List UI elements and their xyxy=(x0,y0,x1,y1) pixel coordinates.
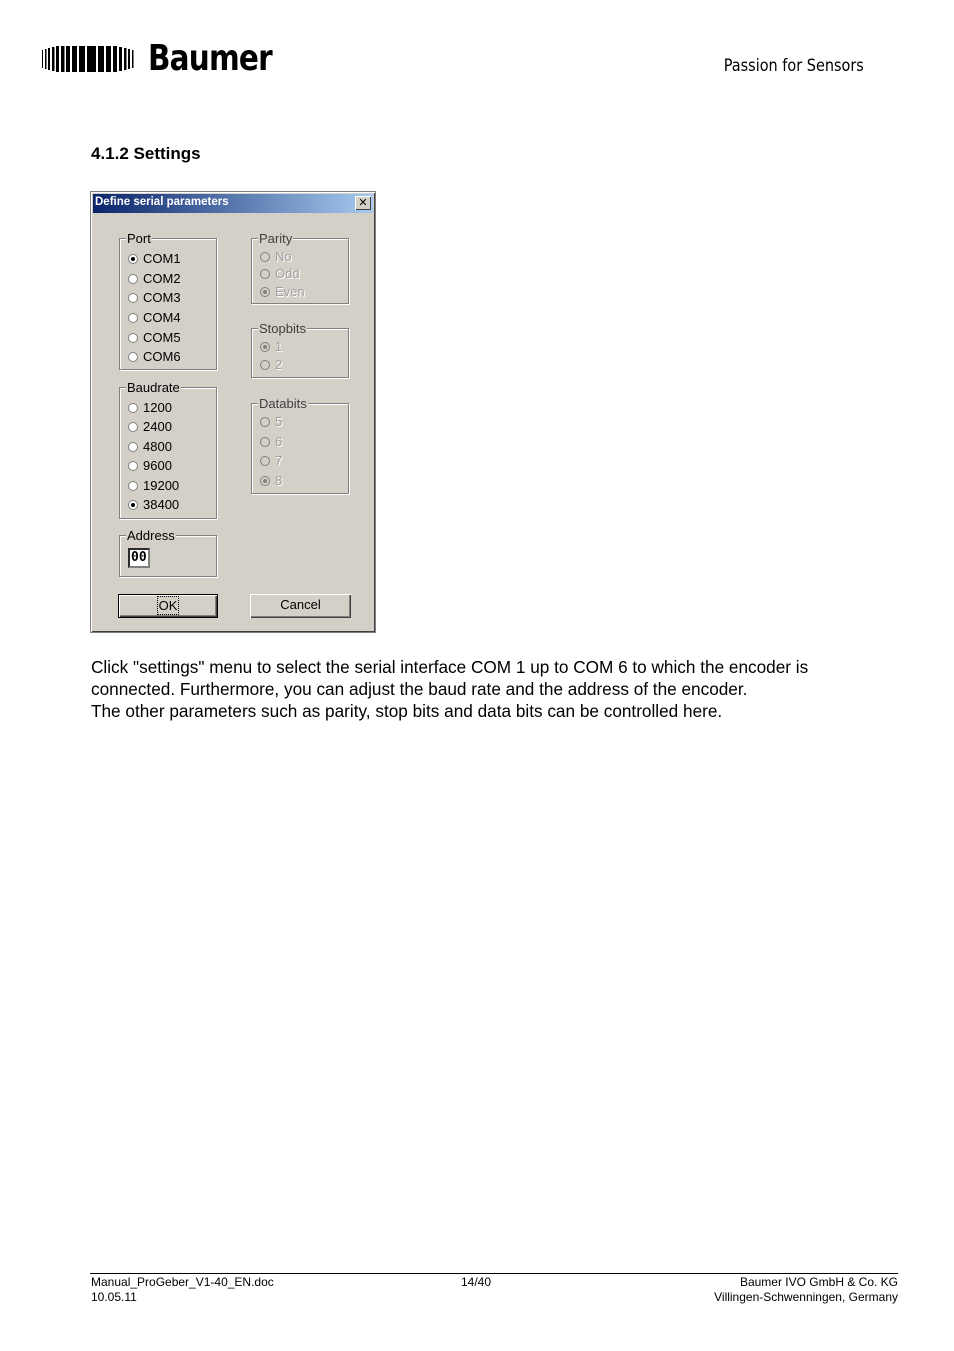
port-label: Port xyxy=(127,231,151,246)
radio-4800[interactable]: 4800 xyxy=(128,438,172,456)
footer-company: Baumer IVO GmbH & Co. KG xyxy=(739,1275,898,1289)
radio-databits-7[interactable]: 7 xyxy=(260,452,282,470)
section-title: 4.1.2 Settings xyxy=(91,144,201,163)
radio-com1[interactable]: COM1 xyxy=(128,250,181,268)
stopbits-label: Stopbits xyxy=(259,321,306,336)
body-text xyxy=(91,656,911,722)
radio-com2[interactable]: COM2 xyxy=(128,270,181,288)
radio-19200[interactable]: 19200 xyxy=(128,477,179,495)
radio-com6[interactable]: COM6 xyxy=(128,348,181,366)
databits-group xyxy=(251,396,349,494)
footer-divider xyxy=(90,1273,898,1274)
radio-stopbits-2[interactable]: 2 xyxy=(260,356,282,374)
radio-databits-6[interactable]: 6 xyxy=(260,433,282,451)
footer-page-number: 14/40 xyxy=(461,1275,492,1289)
radio-parity-no[interactable]: No xyxy=(260,248,292,266)
body-line: Click "settings" menu to select the serial interface COM 1 up to COM 6 to which the encoder is xyxy=(91,657,809,677)
footer-filename: Manual_ProGeber_V1-40_EN.doc xyxy=(91,1275,274,1289)
radio-parity-even[interactable]: Even xyxy=(260,283,305,301)
close-icon[interactable]: ✕ xyxy=(355,196,371,210)
baudrate-group xyxy=(119,380,217,519)
baumer-logo-bars-icon xyxy=(42,46,134,72)
ok-button[interactable]: OK xyxy=(118,594,218,618)
radio-parity-odd[interactable]: Odd xyxy=(260,265,300,283)
radio-selected-icon xyxy=(260,342,270,352)
radio-icon xyxy=(260,269,270,279)
radio-2400[interactable]: 2400 xyxy=(128,418,172,436)
radio-selected-icon xyxy=(128,254,138,264)
body-line: The other parameters such as parity, stop bits and data bits can be controlled here. xyxy=(91,701,723,721)
radio-icon xyxy=(128,352,138,362)
radio-icon xyxy=(128,333,138,343)
radio-icon xyxy=(128,313,138,323)
radio-icon xyxy=(128,274,138,284)
brand-name: Baumer xyxy=(148,38,272,79)
radio-icon xyxy=(260,417,270,427)
radio-1200[interactable]: 1200 xyxy=(128,399,172,417)
radio-38400[interactable]: 38400 xyxy=(128,496,179,514)
radio-icon xyxy=(128,403,138,413)
radio-icon xyxy=(128,481,138,491)
body-line: connected. Furthermore, you can adjust the baud rate and the address of the encoder. xyxy=(91,679,748,699)
radio-selected-icon xyxy=(260,287,270,297)
radio-icon xyxy=(128,442,138,452)
radio-icon xyxy=(260,360,270,370)
tagline: Passion for Sensors xyxy=(723,56,864,76)
cancel-button[interactable]: Cancel xyxy=(250,594,351,618)
radio-stopbits-1[interactable]: 1 xyxy=(260,338,282,356)
address-group xyxy=(119,528,217,577)
parity-label: Parity xyxy=(259,231,293,246)
address-input[interactable]: 00 xyxy=(128,548,150,568)
radio-icon xyxy=(128,293,138,303)
radio-databits-8[interactable]: 8 xyxy=(260,472,282,490)
radio-databits-5[interactable]: 5 xyxy=(260,413,282,431)
dialog-titlebar[interactable] xyxy=(93,194,373,213)
baumer-logo xyxy=(42,38,272,79)
radio-selected-icon xyxy=(128,500,138,510)
radio-icon xyxy=(260,456,270,466)
port-group xyxy=(119,231,217,370)
radio-com3[interactable]: COM3 xyxy=(128,289,181,307)
databits-label: Databits xyxy=(259,396,307,411)
radio-icon xyxy=(260,252,270,262)
dialog-title: Define serial parameters xyxy=(95,196,229,208)
address-label: Address xyxy=(127,528,175,543)
footer-date: 10.05.11 xyxy=(91,1290,137,1304)
radio-com4[interactable]: COM4 xyxy=(128,309,181,327)
stopbits-group xyxy=(251,321,349,378)
footer-location: Villingen-Schwenningen, Germany xyxy=(714,1290,898,1304)
parity-group xyxy=(251,231,349,304)
radio-icon xyxy=(260,437,270,447)
radio-9600[interactable]: 9600 xyxy=(128,457,172,475)
radio-icon xyxy=(128,422,138,432)
radio-selected-icon xyxy=(260,476,270,486)
radio-com5[interactable]: COM5 xyxy=(128,329,181,347)
serial-parameters-dialog xyxy=(90,191,376,633)
baudrate-label: Baudrate xyxy=(127,380,180,395)
radio-icon xyxy=(128,461,138,471)
